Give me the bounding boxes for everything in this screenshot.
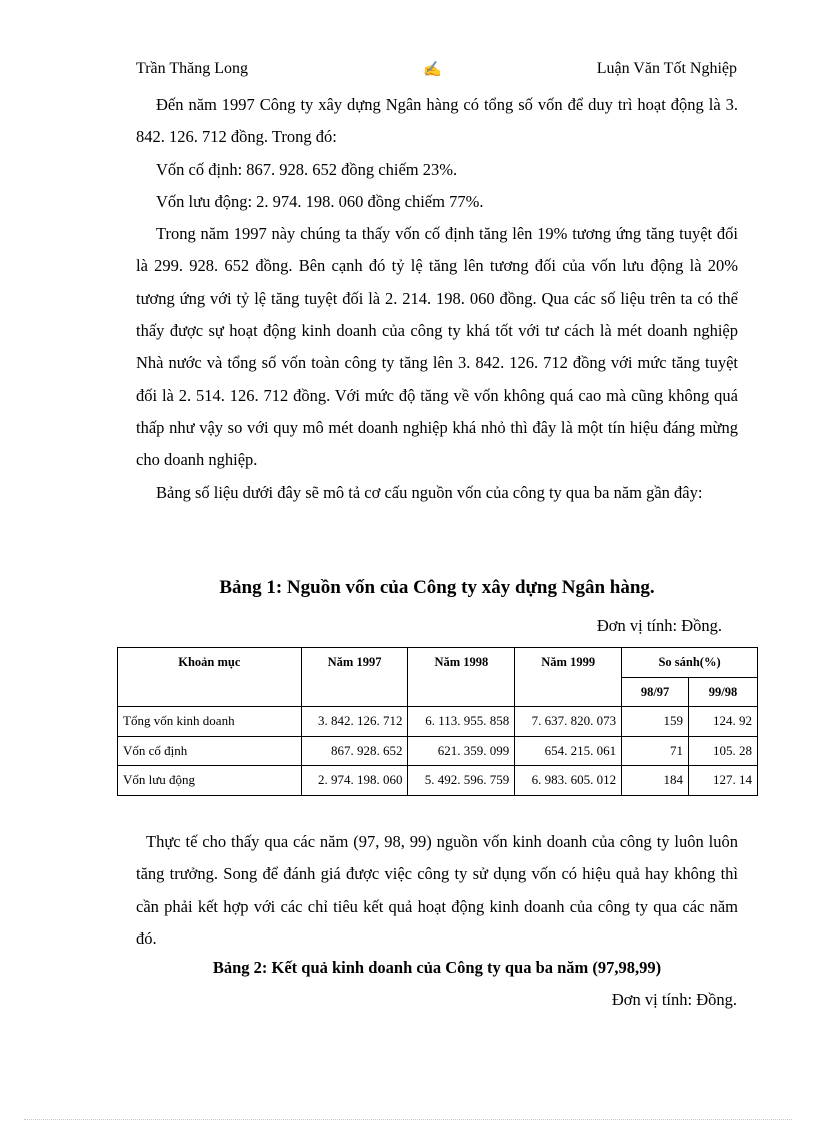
table2-unit: Đơn vị tính: Đồng. xyxy=(611,990,737,1009)
cell-item: Tổng vốn kinh doanh xyxy=(118,707,302,737)
cell-99-98: 105. 28 xyxy=(689,736,758,766)
header-1998: Năm 1998 xyxy=(408,648,515,707)
capital-table xyxy=(117,647,758,796)
cell-98-97: 71 xyxy=(622,736,689,766)
page-divider xyxy=(24,1119,792,1120)
cell-98-97: 159 xyxy=(622,707,689,737)
pen-icon: ✍ xyxy=(423,62,442,78)
cell-1999: 7. 637. 820. 073 xyxy=(515,707,622,737)
document-title: Luận Văn Tốt Nghiệp xyxy=(596,60,737,77)
table-header-row xyxy=(118,648,758,678)
page-header xyxy=(136,60,737,82)
table1-title: Bảng 1: Nguồn vốn của Công ty xây dựng Ngân hàng. xyxy=(219,577,655,598)
body-text xyxy=(136,89,738,509)
table-row xyxy=(118,766,758,796)
cell-1998: 5. 492. 596. 759 xyxy=(408,766,515,796)
header-compare: So sánh(%) xyxy=(622,648,758,678)
cell-1999: 654. 215. 061 xyxy=(515,736,622,766)
cell-1997: 3. 842. 126. 712 xyxy=(301,707,408,737)
author-name: Trần Thăng Long xyxy=(136,60,248,77)
cell-1997: 2. 974. 198. 060 xyxy=(301,766,408,796)
cell-99-98: 127. 14 xyxy=(689,766,758,796)
paragraph: Bảng số liệu dưới đây sẽ mô tả cơ cấu nguồn vốn của công ty qua ba năm gần đây: xyxy=(156,482,703,502)
table2-title: Bảng 2: Kết quả kinh doanh của Công ty qua ba năm (97,98,99) xyxy=(212,958,662,977)
cell-1998: 6. 113. 955. 858 xyxy=(408,707,515,737)
header-item: Khoản mục xyxy=(118,648,302,707)
cell-99-98: 124. 92 xyxy=(689,707,758,737)
paragraph: Thực tế cho thấy qua các năm (97, 98, 99) nguồn vốn kinh doanh của công ty luôn luôn tăng trưởng. Song để đánh giá được việc công ty sử dụng vốn có hiệu quả hay không thì cần phải kết hợp với các chỉ tiêu kết quả hoạt động kinh doanh của công ty qua các năm đó. xyxy=(136,832,738,948)
table1-unit: Đơn vị tính: Đồng. xyxy=(596,616,722,635)
paragraph: Vốn cố định: 867. 928. 652 đồng chiếm 23%. xyxy=(156,159,458,179)
cell-1997: 867. 928. 652 xyxy=(301,736,408,766)
header-1999: Năm 1999 xyxy=(515,648,622,707)
after-table-text xyxy=(136,826,738,955)
header-98-97: 98/97 xyxy=(622,677,689,707)
cell-1998: 621. 359. 099 xyxy=(408,736,515,766)
header-1997: Năm 1997 xyxy=(301,648,408,707)
paragraph: Trong năm 1997 này chúng ta thấy vốn cố định tăng lên 19% tương ứng tăng tuyệt đối là 299. 928. 652 đồng. Bên cạnh đó tỷ lệ tăng lên tương đối của vốn lưu động là 20% tương ứng với tỷ lệ tăng tuyệt đối là 2. 214. 198. 060 đồng. Qua các số liệu trên ta có thể thấy được sự hoạt động kinh doanh của công ty khá tốt với tư cách là mét doanh nghiệp Nhà nước và tổng số vốn toàn công ty tăng lên 3. 842. 126. 712 đồng với mức tăng tuyệt đối là 2. 514. 126. 712 đồng. Với mức độ tăng về vốn không quá cao mà cũng không quá thấp như vậy so với quy mô mét doanh nghiệp khá nhỏ thì đây là một tín hiệu đáng mừng cho doanh nghiệp. xyxy=(136,224,738,470)
table-row xyxy=(118,736,758,766)
header-99-98: 99/98 xyxy=(689,677,758,707)
table-row xyxy=(118,707,758,737)
paragraph: Đến năm 1997 Công ty xây dựng Ngân hàng có tổng số vốn để duy trì hoạt động là 3. 842. 126. 712 đồng. Trong đó: xyxy=(136,95,738,147)
paragraph: Vốn lưu động: 2. 974. 198. 060 đồng chiếm 77%. xyxy=(156,191,484,211)
cell-item: Vốn cố định xyxy=(118,736,302,766)
cell-98-97: 184 xyxy=(622,766,689,796)
cell-item: Vốn lưu động xyxy=(118,766,302,796)
cell-1999: 6. 983. 605. 012 xyxy=(515,766,622,796)
